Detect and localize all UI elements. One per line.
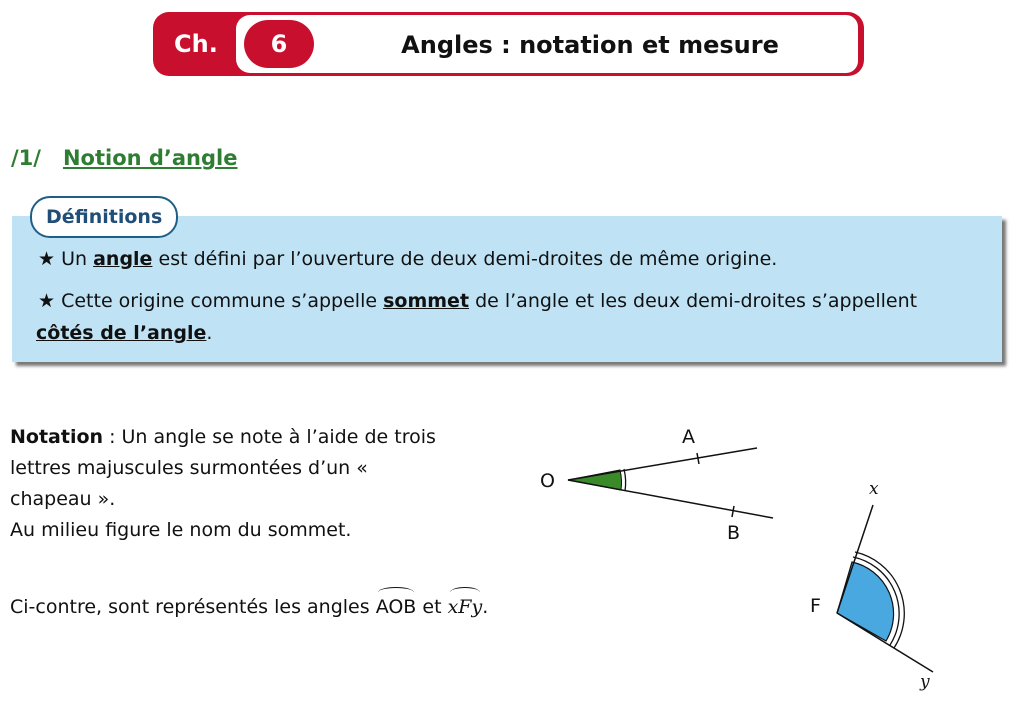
definition-line-1: ★ Un angle est défini par l’ouverture de deux demi-droites de même origine. [38, 248, 778, 270]
notation-line-3: chapeau ». [10, 488, 116, 510]
ray-oa [568, 448, 757, 480]
definitions-label: Définitions [30, 196, 178, 238]
star-icon: ★ [38, 248, 56, 270]
tick-b [732, 506, 734, 517]
chapter-title: Angles : notation et mesure [401, 31, 779, 59]
chapter-number: 6 [244, 20, 314, 68]
label-y: y [920, 672, 930, 692]
definition-line-2: ★ Cette origine commune s’appelle sommet de l’angle et les deux demi-droites s’appellent [38, 290, 918, 312]
label-b: B [727, 522, 741, 544]
label-x: x [869, 479, 879, 499]
label-o: O [540, 470, 555, 492]
label-a: A [682, 426, 695, 448]
angle-xfy-fill [837, 562, 894, 641]
chapter-label: Ch. [174, 30, 218, 58]
tick-a [697, 453, 699, 464]
term-cotes: côtés de l’angle [36, 322, 207, 344]
notation-line-1: Notation : Un angle se note à l’aide de trois [10, 426, 436, 448]
term-angle: angle [93, 248, 153, 270]
definition-line-3: côtés de l’angle. [36, 322, 213, 344]
section-title: Notion d’angle [62, 146, 238, 170]
notation-label: Notation [10, 426, 104, 448]
star-icon: ★ [38, 290, 56, 312]
section-number: /1/ [11, 146, 41, 170]
notation-line-2: lettres majuscules surmontées d’un « [10, 457, 368, 479]
angle-aob-arc [624, 469, 626, 491]
angle-xfy-notation: xFy [448, 592, 483, 623]
ray-ob [568, 480, 773, 518]
notation-line-4: Au milieu figure le nom du sommet. [10, 519, 352, 541]
label-f: F [810, 595, 821, 617]
angle-aob-notation: AOB [376, 592, 417, 623]
term-sommet: sommet [383, 290, 470, 312]
example-line: Ci-contre, sont représentés les angles AOB et xFy. [10, 592, 488, 623]
